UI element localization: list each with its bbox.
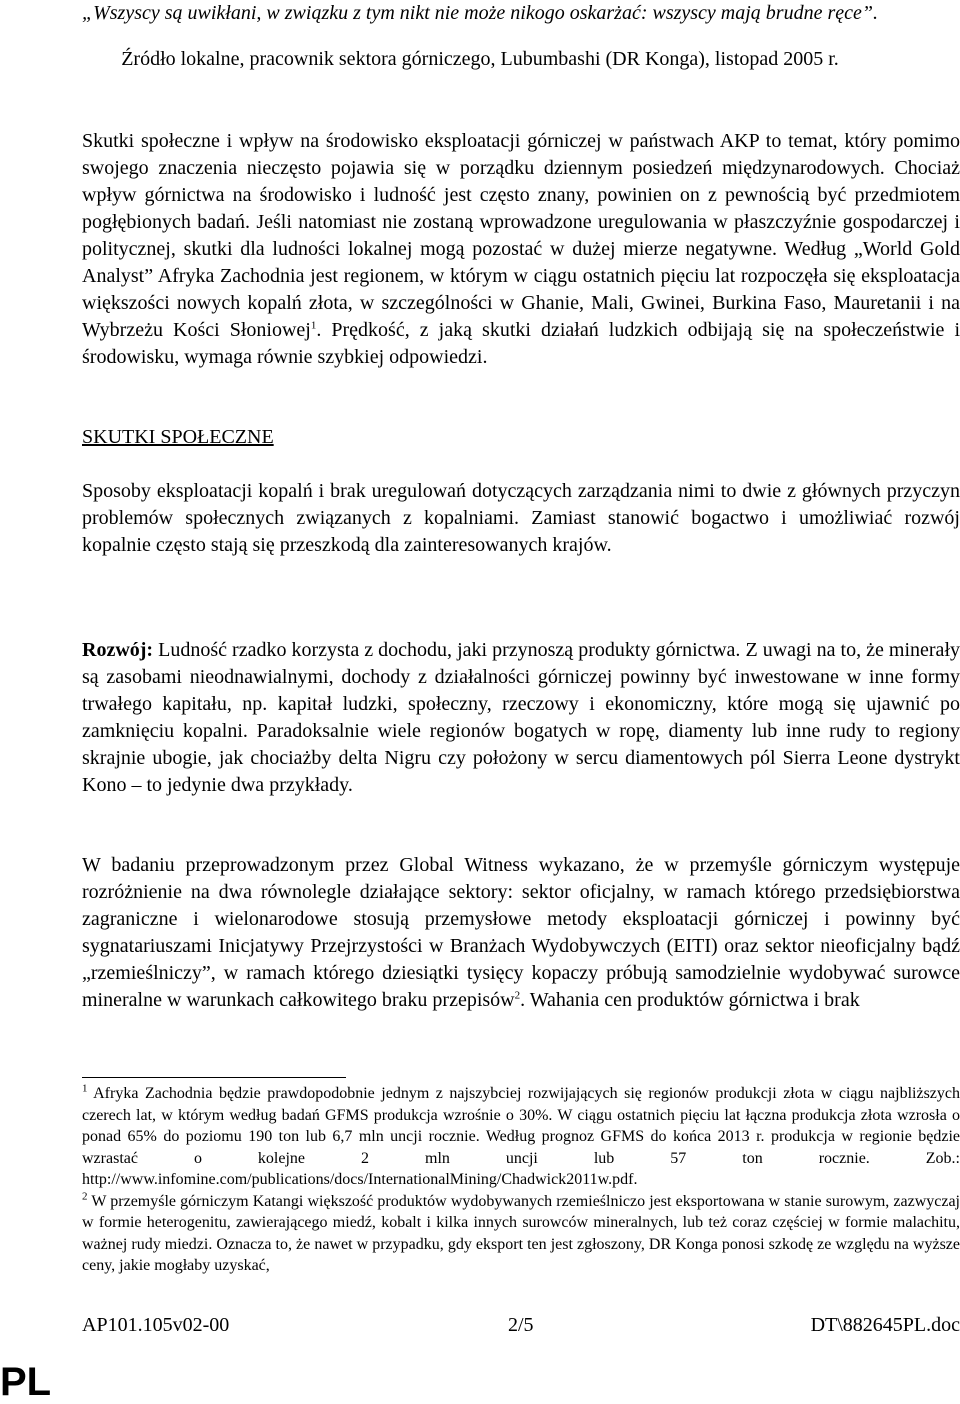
- epigraph-source: Źródło lokalne, pracownik sektora górniczego, Lubumbashi (DR Konga), listopad 2005 r.: [121, 48, 839, 70]
- witness-text-end: . Wahania cen produktów górnictwa i brak: [520, 989, 860, 1011]
- footnote-separator: [82, 1077, 346, 1078]
- intro-text: Skutki społeczne i wpływ na środowisko eksploatacji górniczej w państwach AKP to temat, który pomimo swojego znaczenia nieczęsto pojawia się w porządku dziennym posiedzeń międzynarodowych. Chociaż wpływ górnictwa na środowisko i ludność jest często znany, powinien on z pewnością być przedmiotem pogłębionych badań. Jeśli natomiast nie zostaną wprowadzone uregulowania w płaszczyźnie gospodarczej i politycznej, skutki dla ludności lokalnej mogą pozostać w dużej mierze negatywne. Według „World Gold Analyst” Afryka Zachodnia jest regionem, w którym w ciągu ostatnich pięciu lat rozpoczęła się eksploatacja większości nowych kopalń złota, w szczególności w Ghanie, Mali, Gwinei, Burkina Faso, Mauretanii i na Wybrzeżu Kości Słoniowej: [82, 130, 960, 341]
- development-paragraph: [82, 637, 960, 799]
- language-tag: PL: [0, 1360, 52, 1404]
- social-paragraph: Sposoby eksploatacji kopalń i brak uregulowań dotyczących zarządzania nimi to dwie z głównych przyczyn problemów społecznych związanych z kopalniami. Zamiast stanowić bogactwo i umożliwiać rozwój kopalnie często stają się przeszkodą dla zainteresowanych krajów.: [82, 480, 960, 556]
- epigraph-quote: „Wszyscy są uwikłani, w związku z tym nikt nie może nikogo oskarżać: wszyscy mają brudne ręce”.: [81, 2, 878, 24]
- footnote-1: [82, 1083, 960, 1191]
- global-witness-paragraph: [82, 852, 960, 1014]
- page-number: 2/5: [508, 1314, 534, 1336]
- footnote-number: 1: [82, 1082, 88, 1095]
- page-footer: [82, 1312, 960, 1338]
- footnotes: [82, 1083, 960, 1277]
- intro-text-end: . Prędkość, z jaką skutki działań ludzkich odbijają się na społeczeństwie i środowisku, wymaga równie szybkiej odpowiedzi.: [82, 319, 960, 368]
- file-name: DT\882645PL.doc: [810, 1314, 960, 1336]
- footnote-number: 2: [82, 1190, 88, 1203]
- witness-text: W badaniu przeprowadzonym przez Global Witness wykazano, że w przemyśle górniczym występuje rozróżnienie na dwa równolegle działające sektory: sektor oficjalny, w ramach którego przedsiębiorstwa zagraniczne i wielonarodowe stosują przemysłowe metody eksploatacji górniczej i powinny być sygnatariuszami Inicjatywy Przejrzystości w Branżach Wydobywczych (EITI) oraz sektor nieoficjalny bądź „rzemieślniczy”, w ramach którego dziesiątki tysięcy kopaczy próbują samodzielnie wydobywać surowce mineralne w warunkach całkowitego braku przepisów: [82, 854, 960, 1011]
- footnote-text: W przemyśle górniczym Katangi większość produktów wydobywanych rzemieślniczo jest eksportowana w stanie surowym, zazwyczaj w formie heterogenitu, zawierającego miedź, kobalt i kilka innych surowców mineralnych, lub też coraz częściej w formie malachitu, ważnej rudy miedzi. Oznacza to, że nawet w przypadku, gdy eksport ten jest zgłoszony, DR Konga ponosi szkodę ze względu na wyższe ceny, jakie mogłaby uzyskać,: [82, 1192, 960, 1274]
- footnote-2: [82, 1191, 960, 1277]
- footnote-ref-1[interactable]: 1: [310, 319, 317, 332]
- footnote-ref-2[interactable]: 2: [514, 989, 521, 1002]
- footnote-text: Afryka Zachodnia będzie prawdopodobnie jednym z najszybciej rozwijających się regionów produkcji złota w ciągu najbliższych czerech lat, w którym według badań GFMS produkcja wzrośnie o 30%. W ciągu ostatnich pięciu lat łączna produkcja złota wzrosła o ponad 65% do poziomu 190 ton lub 6,7 mln uncji rocznie. Według prognoz GFMS do końca 2013 r. produkcja w regionie będzie wzrastać o kolejne 2 mln uncji lub 57 ton rocznie. Zob.: http://www.infomine.com/publications/docs/InternationalMining/Chadwick2011w.pdf.: [82, 1085, 960, 1188]
- intro-paragraph: [82, 128, 960, 371]
- document-code: AP101.105v02-00: [82, 1314, 230, 1336]
- section-heading: SKUTKI SPOŁECZNE: [82, 426, 274, 448]
- development-label: Rozwój:: [82, 639, 154, 661]
- development-text: Ludność rzadko korzysta z dochodu, jaki przynoszą produkty górnictwa. Z uwagi na to, że minerały są zasobami nieodnawialnymi, dochody z działalności górniczej powinny być inwestowane w inne formy trwałego kapitału, np. kapitał ludzki, społeczny, rzeczowy i ekonomiczny, które mogą się ujawnić po zamknięciu kopalni. Paradoksalnie wiele regionów bogatych w ropę, diamenty lub inne rudy to regiony skrajnie ubogie, jak chociażby delta Nigru czy położony w sercu diamentowych pól Sierra Leone dystrykt Kono – to jedynie dwa przykłady.: [82, 639, 960, 796]
